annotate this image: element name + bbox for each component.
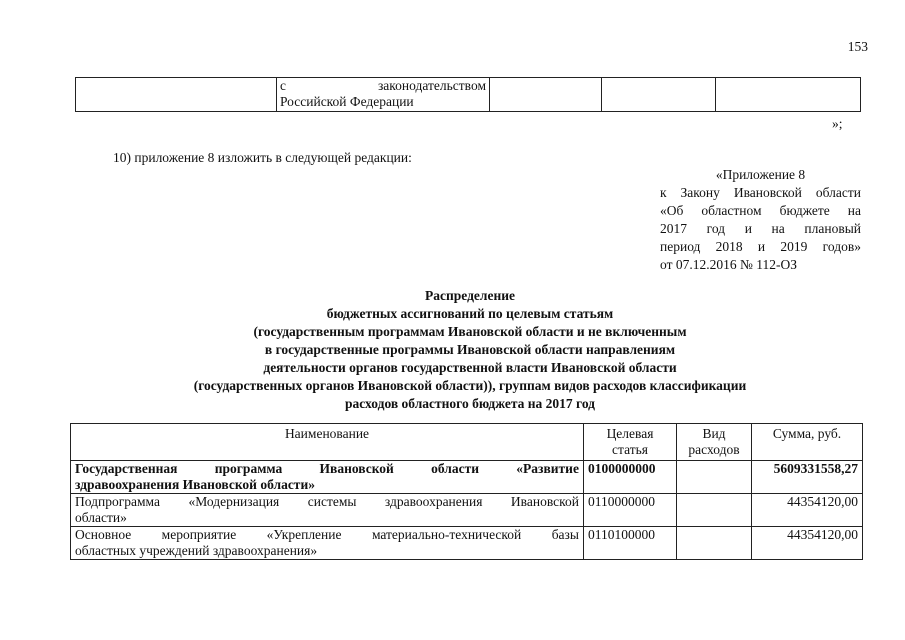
row-sum: 44354120,00 (752, 527, 863, 560)
header-expense-type (677, 424, 752, 461)
name-word: здравоохранения (384, 494, 483, 509)
name-word: Ивановской (319, 461, 394, 476)
appendix-line: «Приложение 8 (715, 167, 806, 182)
empty-cell (490, 78, 602, 112)
appendix-word: 2018 (715, 239, 743, 254)
name-word: программа (214, 461, 283, 476)
name-word: «Укрепление (266, 527, 342, 542)
row-type (677, 461, 752, 494)
appendix-word: и (757, 239, 766, 254)
law-line: Российской Федерации (280, 94, 414, 109)
appendix-word: плановый (804, 221, 861, 236)
law-word: законодательством (377, 78, 486, 93)
name-word: материально-технической (371, 527, 522, 542)
name-word: системы (307, 494, 357, 509)
appendix-word: годов» (822, 239, 861, 254)
row-code: 0110100000 (584, 527, 677, 560)
row-code: 0110000000 (584, 494, 677, 527)
law-word: с (280, 78, 286, 93)
appendix-word: «Об (660, 203, 684, 218)
appendix-word: 2017 (660, 221, 687, 236)
header-target-line: статья (612, 442, 648, 457)
appendix-word: на (847, 203, 861, 218)
title-line: (государственным программам Ивановской области и не включенным (253, 324, 687, 339)
name-word: Ивановской (510, 494, 579, 509)
name-line: областных учреждений здравоохранения» (75, 543, 318, 558)
appendix-word: и (744, 221, 752, 236)
name-word: базы (551, 527, 579, 542)
appendix-line: от 07.12.2016 № 112-ОЗ (660, 257, 797, 272)
appendix-word: областном (701, 203, 762, 218)
header-target-line: Целевая (606, 426, 654, 441)
empty-cell (602, 78, 716, 112)
closing-quote: »; (832, 116, 843, 131)
row-type (677, 494, 752, 527)
appendix-word: Закону (680, 185, 720, 200)
title-line: Распределение (424, 288, 516, 303)
empty-cell (76, 78, 277, 112)
name-word: «Развитие (516, 461, 579, 476)
appendix-word: области (815, 185, 861, 200)
continuation-table (75, 77, 861, 112)
appendix-line (660, 202, 861, 220)
header-sum-label: Сумма, руб. (772, 426, 842, 441)
appendix-word: 2019 (780, 239, 808, 254)
row-sum: 44354120,00 (752, 494, 863, 527)
header-target-article (584, 424, 677, 461)
name-line: области» (75, 510, 127, 525)
row-code: 0100000000 (584, 461, 677, 494)
row-name (71, 461, 584, 494)
appendix-line (660, 220, 861, 238)
name-word: Основное (75, 527, 132, 542)
empty-cell (716, 78, 861, 112)
title-line: (государственных органов Ивановской области)), группам видов расходов классификации (193, 378, 747, 393)
title-line: в государственные программы Ивановской области направлениям (264, 342, 676, 357)
name-word: области (431, 461, 480, 476)
law-text-cell (277, 78, 490, 112)
table-row (71, 461, 863, 494)
header-type-line: расходов (688, 442, 740, 457)
appendix-word: Ивановской (733, 185, 802, 200)
row-name (71, 527, 584, 560)
amendment-item-10: 10) приложение 8 изложить в следующей редакции: (113, 150, 412, 165)
header-sum (752, 424, 863, 461)
header-name (71, 424, 584, 461)
page-number: 153 (847, 39, 868, 54)
header-type-line: Вид (702, 426, 726, 441)
row-type (677, 527, 752, 560)
appendix-line (660, 184, 861, 202)
name-word: мероприятие (161, 527, 237, 542)
appendix-line (660, 238, 861, 256)
name-word: Государственная (75, 461, 178, 476)
appendix-reference (660, 166, 861, 274)
budget-allocation-table (70, 423, 863, 560)
appendix-word: период (660, 239, 701, 254)
row-name (71, 494, 584, 527)
document-title (130, 287, 810, 413)
appendix-word: бюджете (779, 203, 830, 218)
name-word: «Модернизация (188, 494, 280, 509)
title-line: деятельности органов государственной власти Ивановской области (263, 360, 677, 375)
name-line: здравоохранения Ивановской области» (75, 477, 315, 492)
row-sum: 5609331558,27 (752, 461, 863, 494)
name-word: Подпрограмма (75, 494, 160, 509)
table-row (71, 527, 863, 560)
title-line: бюджетных ассигнований по целевым статьям (326, 306, 614, 321)
table-row (71, 494, 863, 527)
appendix-word: на (771, 221, 785, 236)
title-line: расходов областного бюджета на 2017 год (344, 396, 596, 411)
appendix-word: к (660, 185, 667, 200)
header-name-label: Наименование (284, 426, 370, 441)
appendix-word: год (706, 221, 726, 236)
